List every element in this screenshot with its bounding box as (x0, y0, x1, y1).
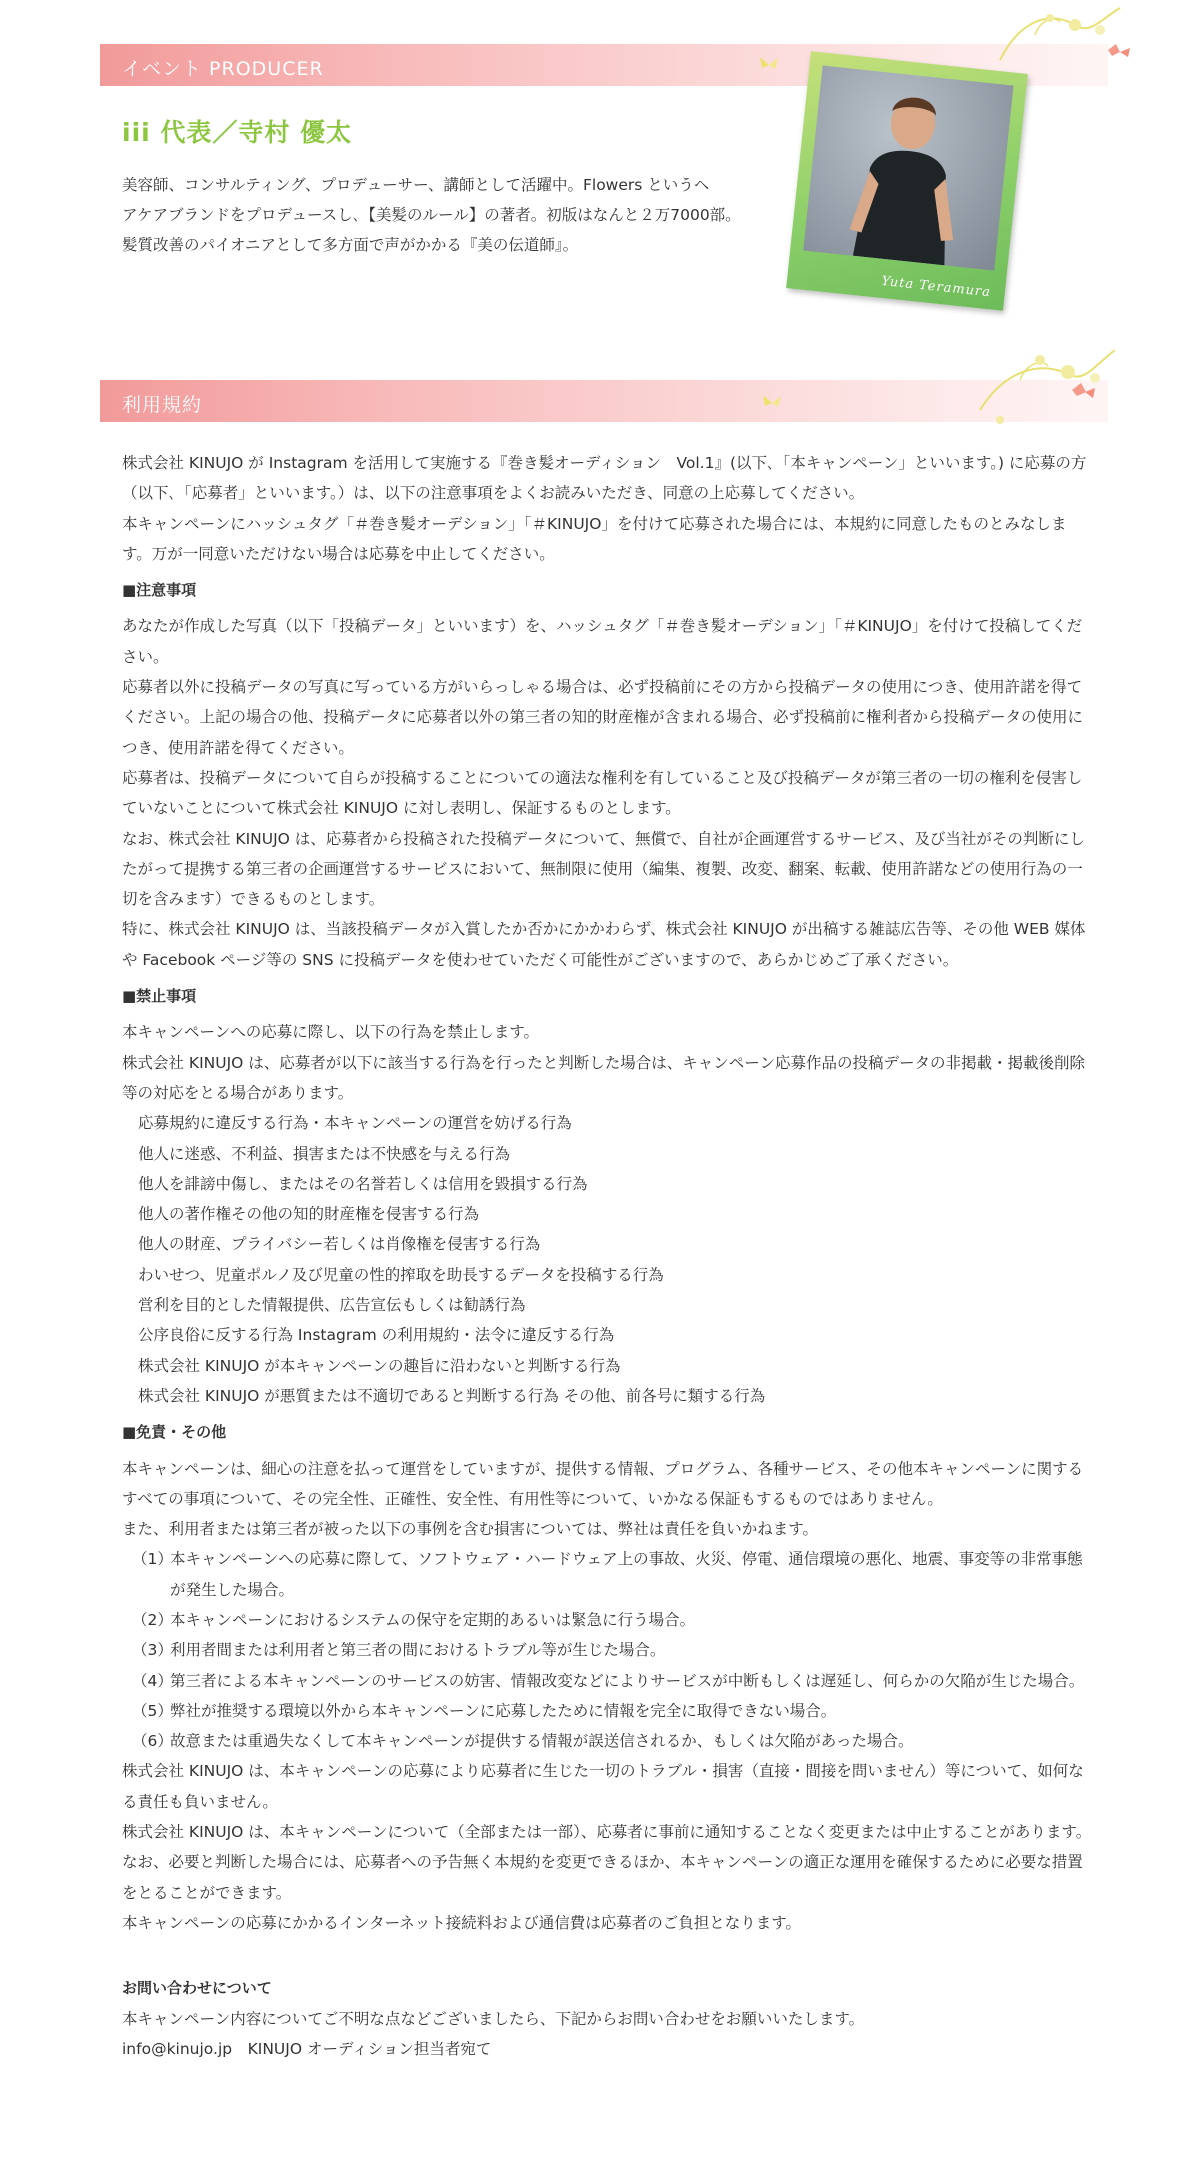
disclaimer-item (122, 1726, 1092, 1756)
prohibited-item: 他人の著作権その他の知的財産権を侵害する行為 (138, 1205, 480, 1224)
terms-intro-paragraph: 株式会社 KINUJO が Instagram を活用して実施する『巻き髪オーディション Vol.1』(以下､「本キャンペーン」といいます。) に応募の方（以下､「応募者」といいます。）は、以下の注意事項をよくお読みいただき、同意の上応募してください。 (122, 454, 1087, 503)
disclaimer-intro: また、利用者または第三者が被った以下の事例を含む損害については、弊社は責任を負いかねます。 (122, 1520, 818, 1539)
producer-photo-frame (786, 51, 1028, 310)
prohibited-heading: ■禁止事項 (122, 987, 197, 1006)
disclaimer-intro: 本キャンペーンは、細心の注意を払って運営をしていますが、提供する情報、プログラム、各種サービス、その他本キャンペーンに関するすべての事項について、その完全性、正確性、安全性、有用性等について、いかなる保証もするものではありません。 (122, 1459, 1084, 1508)
prohibited-item: 他人を誹謗中傷し、またはその名誉若しくは信用を毀損する行為 (138, 1174, 588, 1193)
producer-description-line: 髪質改善のパイオニアとして多方面で声がかかる『美の伝道師』。 (122, 236, 579, 254)
terms-section-title: 利用規約 (122, 394, 203, 416)
prohibited-item: わいせつ、児童ポルノ及び児童の性的搾取を助長するデータを投稿する行為 (138, 1265, 664, 1284)
prohibited-item: 他人の財産、プライバシー若しくは肖像権を侵害する行為 (138, 1235, 541, 1254)
floral-decoration-icon (960, 330, 1130, 430)
notice-paragraph: あなたが作成した写真（以下「投稿データ」といいます）を、ハッシュタグ「＃巻き髪オーデション」「＃KINUJO」を付けて投稿してください。 (122, 617, 1083, 666)
disclaimer-item-number: （1） (132, 1550, 173, 1569)
terms-body (122, 448, 1092, 2064)
terms-intro-paragraph: 本キャンペーンにハッシュタグ「＃巻き髪オーデション」「＃KINUJO」を付けて応募された場合には、本規約に同意したものとみなします。万が一同意いただけない場合は応募を中止してください。 (122, 514, 1067, 563)
producer-photo (803, 66, 1013, 271)
producer-description-line: 美容師、コンサルティング、プロデューサー、講師として活躍中。Flowers というヘ (122, 176, 710, 194)
notice-paragraph: 応募者は、投稿データについて自らが投稿することについての適法な権利を有していること及び投稿データが第三者の一切の権利を侵害していないことについて株式会社 KINUJO に対し表明し、保証するものとします。 (122, 768, 1083, 818)
contact-email[interactable]: info@kinujo.jp KINUJO オーディション担当者宛て (122, 2039, 492, 2058)
prohibited-item: 他人に迷惑、不利益、損害または不快感を与える行為 (138, 1144, 511, 1163)
terms-section-bar (100, 380, 1108, 422)
notice-paragraph: なお、株式会社 KINUJO は、応募者から投稿された投稿データについて、無償で、自社が企画運営するサービス、及び当社がその判断にしたがって提携する第三者の企画運営するサービスにおいて、無制限に使用（編集、複製、改変、翻案、転載、使用許諾などの使用行為の一切を含みます）できるものとします。 (122, 829, 1085, 909)
producer-description-line: アケアブランドをプロデュースし､【美髪のルール】の著者。初版はなんと２万7000部。 (122, 206, 741, 224)
producer-name: iii 代表／寺村 優太 (122, 118, 353, 147)
disclaimer-item-text: 第三者による本キャンペーンのサービスの妨害、情報改変などによりサービスが中断もしくは遅延し、何らかの欠陥が生じた場合。 (170, 1671, 1085, 1690)
disclaimer-heading: ■免責・その他 (122, 1423, 227, 1442)
notice-paragraph: 特に、株式会社 KINUJO は、当該投稿データが入賞したか否かにかかわらず、株式会社 KINUJO が出稿する雑誌広告等、その他 WEB 媒体や Facebook ページ等の SNS に投稿データを使わせていただく可能性がございますので、あらかじめご了承ください。 (122, 920, 1086, 969)
disclaimer-item-number: （6） (132, 1732, 173, 1751)
contact-text: 本キャンペーン内容についてご不明な点などございましたら、下記からお問い合わせをお願いいたします。 (122, 2009, 865, 2028)
closing-paragraph: 株式会社 KINUJO は、本キャンペーンの応募により応募者に生じた一切のトラブル・損害（直接・間接を問いません）等について、如何なる責任も負いません。 (122, 1762, 1084, 1811)
disclaimer-item-text: 弊社が推奨する環境以外から本キャンペーンに応募したために情報を完全に取得できない場合。 (170, 1701, 837, 1720)
notice-heading: ■注意事項 (122, 581, 197, 600)
contact-heading: お問い合わせについて (122, 1979, 272, 1998)
prohibited-intro: 株式会社 KINUJO は、応募者が以下に該当する行為を行ったと判断した場合は、キャンペーン応募作品の投稿データの非掲載・掲載後削除等の対応をとる場合があります。 (122, 1053, 1085, 1102)
disclaimer-item-number: （3） (132, 1641, 173, 1660)
prohibited-item: 営利を目的とした情報提供、広告宣伝もしくは勧誘行為 (138, 1296, 526, 1315)
disclaimer-item (122, 1544, 1092, 1605)
closing-paragraph: 株式会社 KINUJO は、本キャンペーンについて（全部または一部）、応募者に事前に通知することなく変更または中止することがあります。なお、必要と判断した場合には、応募者への予告無く本規約を変更できるほか、本キャンペーンの適正な運用を確保するために必要な措置をとることができます。 (122, 1823, 1092, 1902)
disclaimer-item-number: （5） (132, 1701, 173, 1720)
notice-paragraph: 応募者以外に投稿データの写真に写っている方がいらっしゃる場合は、必ず投稿前にその方から投稿データの使用につき、使用許諾を得てください。上記の場合の他、投稿データに応募者以外の第三者の知的財産権が含まれる場合、必ず投稿前に権利者から投稿データの使用につき、使用許諾を得てください。 (122, 678, 1084, 757)
disclaimer-item-number: （2） (132, 1610, 173, 1629)
disclaimer-item (122, 1696, 1092, 1726)
prohibited-item: 株式会社 KINUJO が本キャンペーンの趣旨に沿わないと判断する行為 (138, 1356, 621, 1375)
disclaimer-item (122, 1666, 1092, 1696)
closing-paragraph: 本キャンペーンの応募にかかるインターネット接続料および通信費は応募者のご負担となります。 (122, 1913, 802, 1932)
disclaimer-item-text: 本キャンペーンへの応募に際して、ソフトウェア・ハードウェア上の事故、火災、停電、通信環境の悪化、地震、事変等の非常事態が発生した場合。 (170, 1550, 1083, 1599)
prohibited-intro: 本キャンペーンへの応募に際し、以下の行為を禁止します。 (122, 1023, 539, 1042)
producer-section-title: イベント PRODUCER (122, 58, 324, 80)
prohibited-item: 株式会社 KINUJO が悪質または不適切であると判断する行為 その他、前各号に類する行為 (138, 1386, 766, 1405)
disclaimer-item-text: 故意または重過失なくして本キャンペーンが提供する情報が誤送信されるか、もしくは欠陥があった場合。 (170, 1732, 914, 1751)
disclaimer-item (122, 1635, 1092, 1665)
disclaimer-item (122, 1605, 1092, 1635)
prohibited-item: 公序良俗に反する行為 Instagram の利用規約・法令に違反する行為 (138, 1326, 615, 1345)
disclaimer-item-text: 利用者間または利用者と第三者の間におけるトラブル等が生じた場合。 (170, 1641, 666, 1660)
person-photo-icon (803, 66, 1013, 271)
prohibited-item: 応募規約に違反する行為・本キャンペーンの運営を妨げる行為 (138, 1114, 572, 1133)
disclaimer-item-number: （4） (132, 1671, 173, 1690)
disclaimer-item-text: 本キャンペーンにおけるシステムの保守を定期的あるいは緊急に行う場合。 (170, 1610, 696, 1629)
butterfly-icon (760, 392, 784, 414)
photo-caption: Yuta Teramura (880, 273, 992, 301)
butterfly-icon (757, 54, 781, 76)
producer-description (122, 170, 762, 260)
